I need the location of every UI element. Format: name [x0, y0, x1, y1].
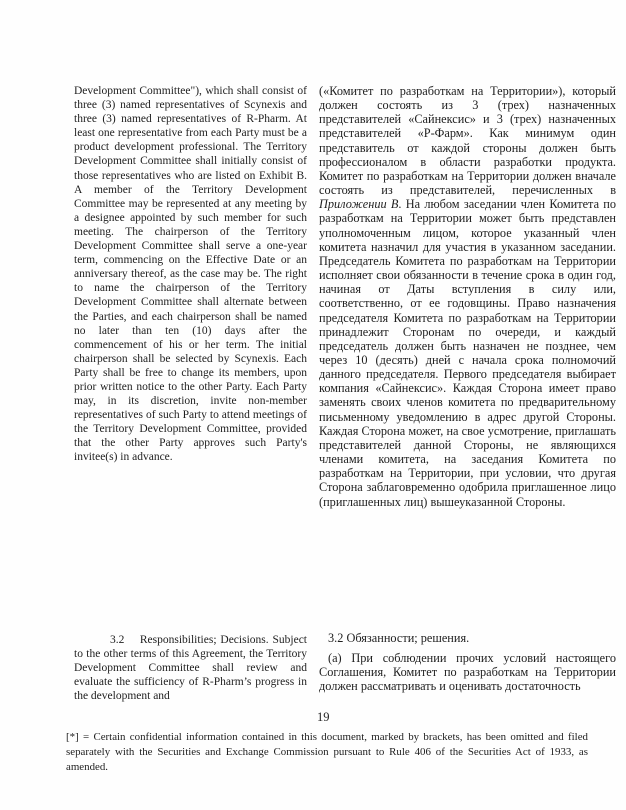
exhibit-b-reference-italic: Приложении В — [319, 197, 399, 212]
confidentiality-footnote: [*] = Certain confidential information contained in this document, marked by brackets, has been omitted and filed separately with the Securities and Exchange Commission pursuant to Rule 406 of the Securities Act of 1933, as amended. — [66, 731, 588, 774]
right-column-paragraph-1 — [319, 84, 616, 509]
left-column-section-3-2: 3.2 Responsibilities; Decisions. Subject to the other terms of this Agreement, the Territory Development Committee shall review and evaluate the sufficiency of R-Pharm’s progress in the development and — [74, 634, 307, 703]
right-column-paragraph-a: (а) При соблюдении прочих условий настоящего Соглашения, Комитет по разработкам на Территории должен рассматривать и оценивать достаточность — [319, 651, 616, 694]
left-column-paragraph-1: Development Committee"), which shall consist of three (3) named representatives of Scynexis and three (3) named representatives of R-Pharm. At least one representative from each Party must be a product development professional. The Territory Development Committee shall initially consist of those representatives who are listed on Exhibit B. A member of the Territory Development Committee may be represented at any meeting by a designee appointed by such member for such meeting. The chairperson of the Territory Development Committee shall serve a one-year term, commencing on the Effective Date or an anniversary thereof, as the case may be. The right to name the chairperson of the Territory Development Committee shall alternate between the Parties, and each chairperson shall be named no later than ten (10) days after the commencement of his or her term. The initial chairperson shall be selected by Scynexis. Each Party shall be free to change its members, upon prior written notice to the other Party. Each Party may, in its discretion, invite non-member representatives of such Party to attend meetings of the Territory Development Committee, provided that the other Party approves such Party's invitee(s) in advance. — [74, 85, 307, 464]
page-number: 19 — [317, 710, 330, 724]
right-paragraph-1-text-before: («Комитет по разработкам на Территории»), который должен состоять из 3 (трех) назначенных представителей «Сайнексис» и 3 (трех) назначенных представителей «Р-Фарм». Как минимум один представитель от каждой стороны должен быть профессионалом в области разработки продукта. Комитет по разработкам на Территории должен вначале состоять из представителей, перечисленных в — [319, 84, 616, 198]
right-column-section-heading: 3.2 Обязанности; решения. — [328, 631, 470, 645]
right-paragraph-1-text-after: . На любом заседании член Комитета по разработкам на Территории может быть представлен уполномоченным лицом, которое указанный член комитета назначил для участия в указанном заседании. Председатель Комитета по разработкам на Территории исполняет свои обязанности в течение срока в один год, начиная от Даты вступления в силу или, соответственно, от ее годовщины. Право назначения председателя Комитета по разработкам на Территории принадлежит Сторонам по очереди, и каждый председатель должен быть назначен не позднее, чем через 10 (десять) дней с начала срока полномочий данного председателя. Первого председателя выбирает компания «Сайнексис». Каждая Сторона имеет право заменять своих членов комитета по предварительному письменному уведомлению в адрес другой Стороны. Каждая Сторона может, на свое усмотрение, приглашать представителей данной Стороны, не являющихся членами комитета, на заседания Комитета по разработкам на Территории, при условии, что другая Сторона заблаговременно одобрила приглашенное лицо (приглашенных лиц) вышеуказанной Стороны. — [319, 197, 617, 509]
